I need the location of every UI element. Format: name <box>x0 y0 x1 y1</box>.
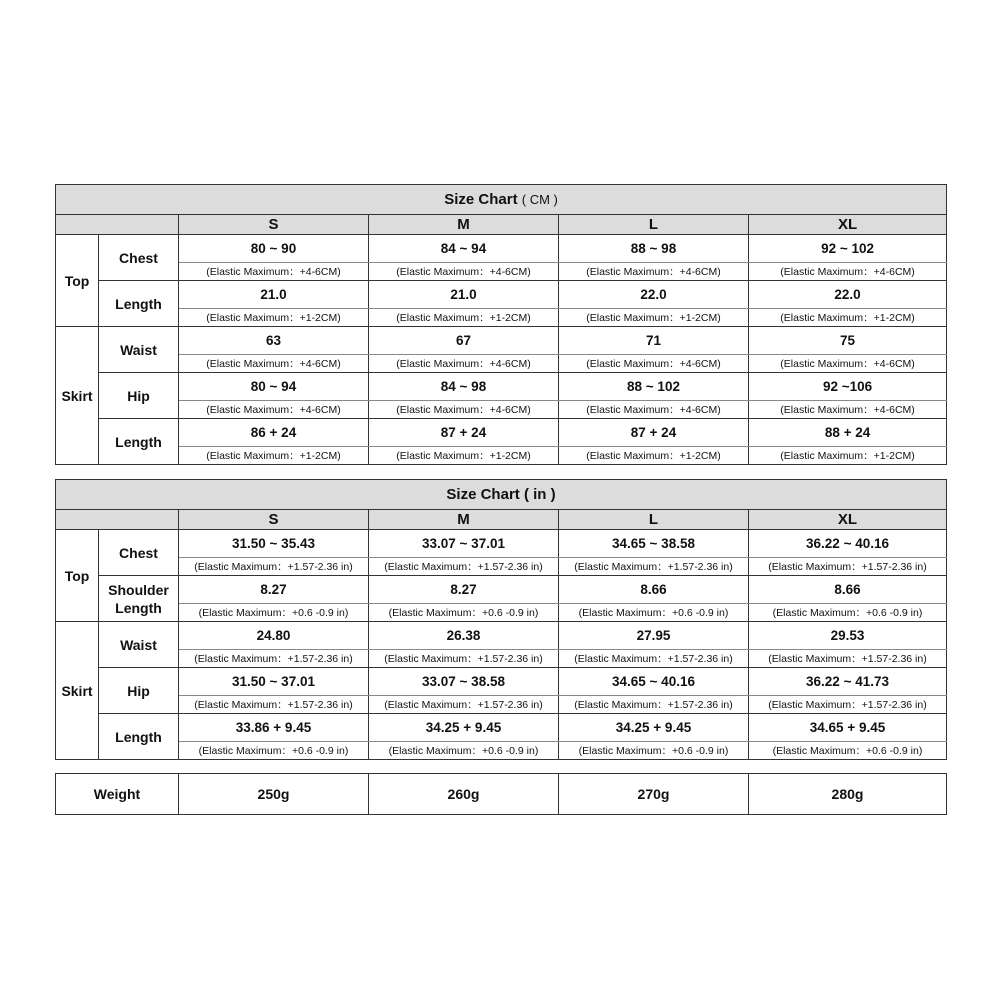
value-cell: 88 ~ 102 <box>559 373 749 401</box>
measure-label: Length <box>99 419 179 465</box>
note-cell: (Elastic Maximum：+4-6CM) <box>369 263 559 281</box>
note-cell: (Elastic Maximum：+1.57-2.36 in) <box>559 650 749 668</box>
header-blank <box>56 510 179 530</box>
note-cell: (Elastic Maximum：+4-6CM) <box>559 401 749 419</box>
header-blank <box>56 215 179 235</box>
note-cell: (Elastic Maximum：+1-2CM) <box>559 309 749 327</box>
value-cell: 67 <box>369 327 559 355</box>
note-cell: (Elastic Maximum：+4-6CM) <box>369 355 559 373</box>
group-label-skirt: Skirt <box>56 327 99 465</box>
measure-label: Shoulder Length <box>99 576 179 622</box>
size-header-xl: XL <box>749 510 947 530</box>
note-cell: (Elastic Maximum：+4-6CM) <box>179 263 369 281</box>
value-cell: 33.07 ~ 37.01 <box>369 530 559 558</box>
value-cell: 34.65 + 9.45 <box>749 714 947 742</box>
value-cell: 26.38 <box>369 622 559 650</box>
value-cell: 88 + 24 <box>749 419 947 447</box>
size-header-xl: XL <box>749 215 947 235</box>
measure-label: Chest <box>99 530 179 576</box>
table-title <box>56 185 947 215</box>
weight-table <box>55 773 947 815</box>
group-label-top: Top <box>56 235 99 327</box>
size-chart-in-table <box>55 479 947 760</box>
note-cell: (Elastic Maximum：+4-6CM) <box>179 401 369 419</box>
note-cell: (Elastic Maximum：+1-2CM) <box>369 309 559 327</box>
note-cell: (Elastic Maximum：+1-2CM) <box>749 447 947 465</box>
group-label-skirt: Skirt <box>56 622 99 760</box>
value-cell: 8.27 <box>179 576 369 604</box>
note-cell: (Elastic Maximum：+1-2CM) <box>749 309 947 327</box>
value-cell: 34.65 ~ 38.58 <box>559 530 749 558</box>
note-cell: (Elastic Maximum：+0.6 -0.9 in) <box>749 604 947 622</box>
title-text: Size Chart <box>446 486 520 503</box>
size-chart-cm-table <box>55 184 947 465</box>
value-cell: 75 <box>749 327 947 355</box>
note-cell: (Elastic Maximum：+4-6CM) <box>369 401 559 419</box>
value-cell: 71 <box>559 327 749 355</box>
weight-value: 270g <box>559 774 749 815</box>
title-unit: ( CM ) <box>521 192 558 207</box>
note-cell: (Elastic Maximum：+1.57-2.36 in) <box>369 696 559 714</box>
value-cell: 31.50 ~ 35.43 <box>179 530 369 558</box>
note-cell: (Elastic Maximum：+4-6CM) <box>559 355 749 373</box>
size-header-l: L <box>559 215 749 235</box>
size-header-l: L <box>559 510 749 530</box>
title-unit: ( in ) <box>523 486 556 503</box>
value-cell: 8.66 <box>559 576 749 604</box>
measure-label: Waist <box>99 622 179 668</box>
note-cell: (Elastic Maximum：+1.57-2.36 in) <box>369 650 559 668</box>
note-cell: (Elastic Maximum：+1-2CM) <box>179 447 369 465</box>
note-cell: (Elastic Maximum：+1.57-2.36 in) <box>749 650 947 668</box>
value-cell: 33.07 ~ 38.58 <box>369 668 559 696</box>
value-cell: 34.25 + 9.45 <box>369 714 559 742</box>
note-cell: (Elastic Maximum：+4-6CM) <box>749 355 947 373</box>
value-cell: 63 <box>179 327 369 355</box>
size-header-s: S <box>179 510 369 530</box>
note-cell: (Elastic Maximum：+1.57-2.36 in) <box>559 696 749 714</box>
title-text: Size Chart <box>444 191 518 208</box>
note-cell: (Elastic Maximum：+1.57-2.36 in) <box>749 558 947 576</box>
note-cell: (Elastic Maximum：+1.57-2.36 in) <box>369 558 559 576</box>
note-cell: (Elastic Maximum：+0.6 -0.9 in) <box>559 604 749 622</box>
size-header-m: M <box>369 510 559 530</box>
value-cell: 87 + 24 <box>559 419 749 447</box>
value-cell: 22.0 <box>559 281 749 309</box>
note-cell: (Elastic Maximum：+0.6 -0.9 in) <box>749 742 947 760</box>
size-header-s: S <box>179 215 369 235</box>
note-cell: (Elastic Maximum：+0.6 -0.9 in) <box>179 742 369 760</box>
note-cell: (Elastic Maximum：+4-6CM) <box>749 263 947 281</box>
value-cell: 24.80 <box>179 622 369 650</box>
measure-label: Length <box>99 714 179 760</box>
value-cell: 92 ~106 <box>749 373 947 401</box>
note-cell: (Elastic Maximum：+0.6 -0.9 in) <box>369 604 559 622</box>
weight-value: 250g <box>179 774 369 815</box>
weight-label: Weight <box>56 774 179 815</box>
measure-label: Waist <box>99 327 179 373</box>
value-cell: 8.66 <box>749 576 947 604</box>
value-cell: 34.65 ~ 40.16 <box>559 668 749 696</box>
note-cell: (Elastic Maximum：+1.57-2.36 in) <box>749 696 947 714</box>
note-cell: (Elastic Maximum：+4-6CM) <box>559 263 749 281</box>
value-cell: 80 ~ 94 <box>179 373 369 401</box>
note-cell: (Elastic Maximum：+0.6 -0.9 in) <box>559 742 749 760</box>
note-cell: (Elastic Maximum：+1-2CM) <box>179 309 369 327</box>
weight-value: 280g <box>749 774 947 815</box>
value-cell: 88 ~ 98 <box>559 235 749 263</box>
value-cell: 31.50 ~ 37.01 <box>179 668 369 696</box>
measure-label: Hip <box>99 373 179 419</box>
note-cell: (Elastic Maximum：+1-2CM) <box>369 447 559 465</box>
note-cell: (Elastic Maximum：+1.57-2.36 in) <box>179 558 369 576</box>
measure-label: Hip <box>99 668 179 714</box>
group-label-top: Top <box>56 530 99 622</box>
value-cell: 80 ~ 90 <box>179 235 369 263</box>
value-cell: 22.0 <box>749 281 947 309</box>
value-cell: 21.0 <box>369 281 559 309</box>
note-cell: (Elastic Maximum：+1-2CM) <box>559 447 749 465</box>
value-cell: 36.22 ~ 41.73 <box>749 668 947 696</box>
value-cell: 84 ~ 98 <box>369 373 559 401</box>
value-cell: 27.95 <box>559 622 749 650</box>
value-cell: 86 + 24 <box>179 419 369 447</box>
measure-label: Length <box>99 281 179 327</box>
value-cell: 29.53 <box>749 622 947 650</box>
weight-value: 260g <box>369 774 559 815</box>
note-cell: (Elastic Maximum：+0.6 -0.9 in) <box>179 604 369 622</box>
note-cell: (Elastic Maximum：+1.57-2.36 in) <box>559 558 749 576</box>
value-cell: 34.25 + 9.45 <box>559 714 749 742</box>
note-cell: (Elastic Maximum：+1.57-2.36 in) <box>179 650 369 668</box>
measure-label: Chest <box>99 235 179 281</box>
value-cell: 84 ~ 94 <box>369 235 559 263</box>
note-cell: (Elastic Maximum：+1.57-2.36 in) <box>179 696 369 714</box>
value-cell: 92 ~ 102 <box>749 235 947 263</box>
value-cell: 21.0 <box>179 281 369 309</box>
value-cell: 87 + 24 <box>369 419 559 447</box>
size-header-m: M <box>369 215 559 235</box>
table-title <box>56 480 947 510</box>
note-cell: (Elastic Maximum：+4-6CM) <box>749 401 947 419</box>
value-cell: 36.22 ~ 40.16 <box>749 530 947 558</box>
note-cell: (Elastic Maximum：+0.6 -0.9 in) <box>369 742 559 760</box>
note-cell: (Elastic Maximum：+4-6CM) <box>179 355 369 373</box>
value-cell: 8.27 <box>369 576 559 604</box>
value-cell: 33.86 + 9.45 <box>179 714 369 742</box>
